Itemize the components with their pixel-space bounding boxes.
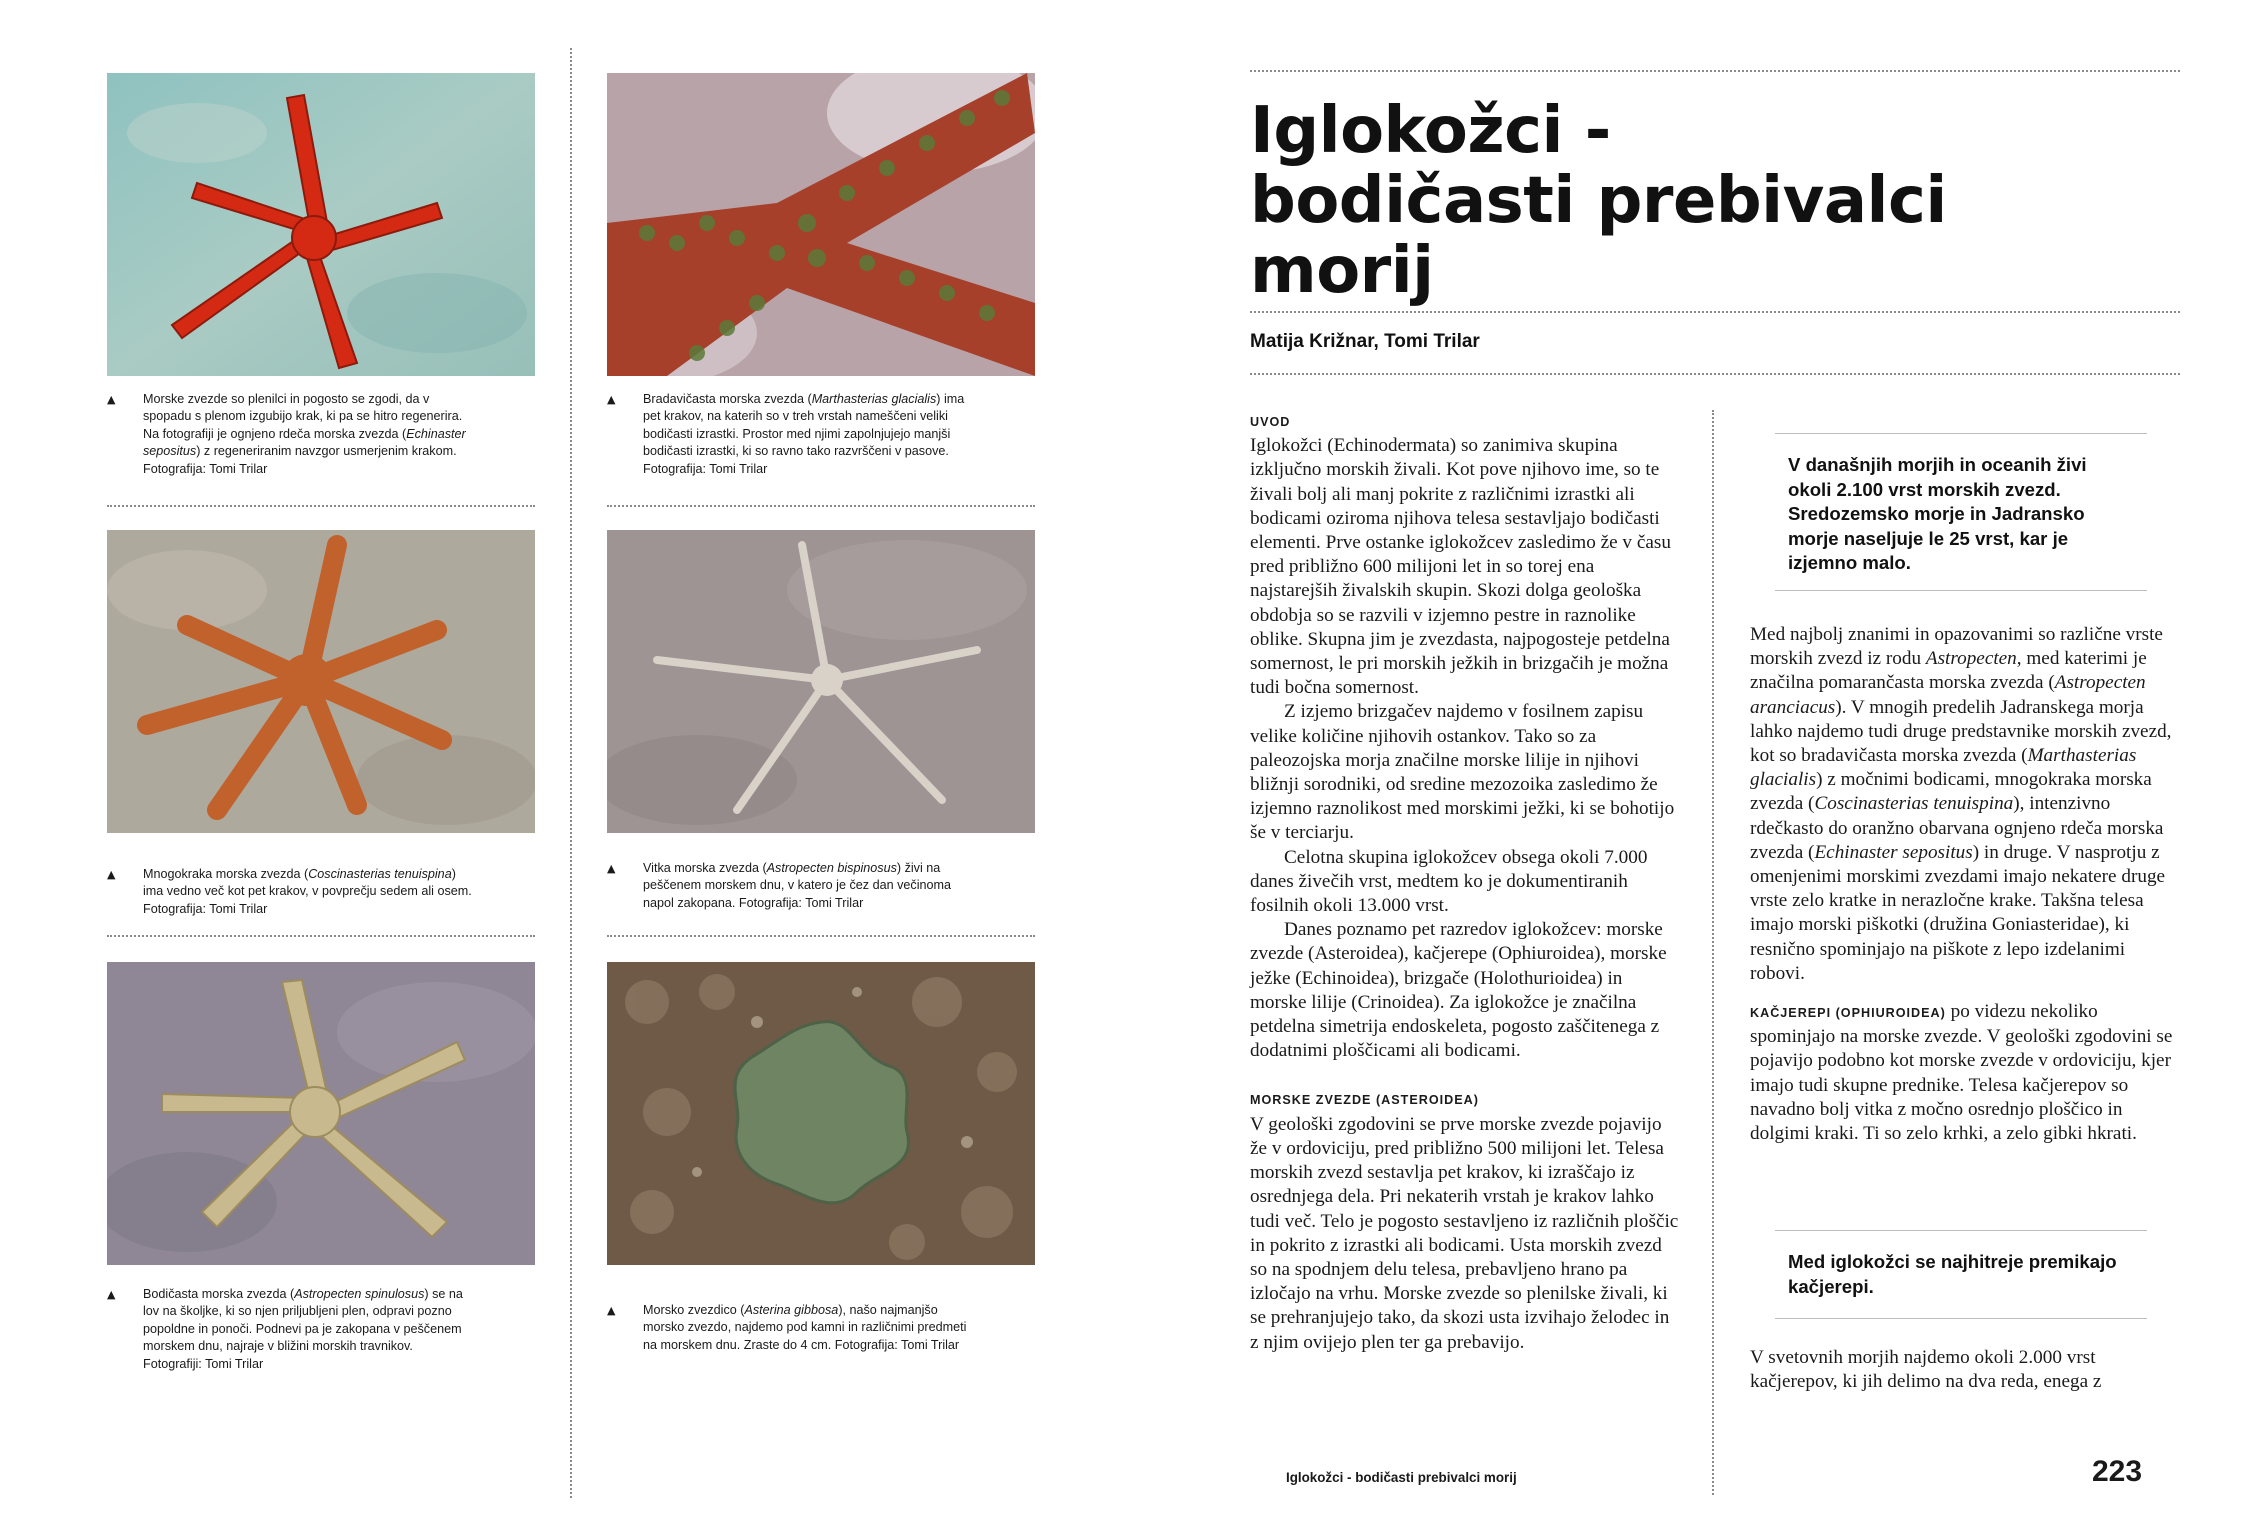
quote-2-rule-bottom [1775,1318,2147,1319]
paragraph-5: V geološki zgodovini se prve morske zvezde pojavijo že v ordoviciju, pred približno 500 milijoni let. Telesa morskih zvezd sestavlja pet krakov, ki izraščajo iz osrednjega dela. Pri nekaterih vrstah je krakov lahko tudi več. Telo je pogosto sestavljeno iz različnih ploščic in pokrito z izrastki ali bodicami. Usta morskih zvezd so na spodnjem delu telesa, prebavljeno hrano pa izločajo na vrhu. Morske zvezde so plenilske živali, ki se prehranjujejo tako, da skozi usta izvihajo želodec in z njim ovijejo plen ter ga prebavijo. [1250,1113,1679,1353]
title-rule-top [1250,70,2180,72]
paragraph-6: Med najbolj znanimi in opazovanimi so različne vrste morskih zvezd iz rodu Astropecten, med katerimi je značilna pomarančasta morska zvezda (Astropecten aranciacus). V mnogih predelih Jadranskega morja lahko najdemo tudi druge predstavnike morskih zvezd, kot so bradavičasta morska zvezda (Marthasterias glacialis) z močnimi bodicami, mnogokraka morska zvezda (Coscinasterias tenuispina), intenzivno rdečkasto do oranžno obarvana ognjeno rdeča morska zvezda (Echinaster sepositus) in druge. V nasprotju z omenjenimi morskimi zvezdami imajo nekatere druge vrste zelo kratke in nerazločne krake. Takšna telesa imajo morski piškotki (družina Goniasteridae), ki resnično spominjajo na piškote z lepo izdelanimi robovi. [1750,624,2172,984]
running-title: Iglokožci - bodičasti prebivalci morij [1286,1470,1517,1485]
section-kicker-ophiuroidea: KAČJEREPI (OPHIUROIDEA) [1750,1006,1946,1021]
caption-6: Morsko zvezdico (Asterina gibbosa), našo najmanjšo morsko zvezdo, najdemo pod kamni in različnimi predmeti na morskem dnu. Zraste do 4 cm. Fotografija: Tomi Trilar [643,1303,967,1352]
caption-4: Vitka morska zvezda (Astropecten bispinosus) živi na peščenem morskem dnu, v katero je čez dan večinoma napol zakopana. Fotografija: Tomi Trilar [643,861,951,910]
photo-coscinasterias-tenuispina [107,530,535,833]
caption-2: Bradavičasta morska zvezda (Marthasterias glacialis) ima pet krakov, na katerih so v treh vrstah nameščeni veliki bodičasti izrastki. Prostor med njimi zapolnjujejo manjši bodičasti izrastki, ki so ravno tako razvrščeni v pasove. Fotografija: Tomi Trilar [643,392,965,476]
paragraph-7: KAČJEREPI (OPHIUROIDEA) po videzu nekoliko spominjajo na morske zvezde. V geološki zgodovini se pojavijo podobno kot morske zvezde v ordoviciju, kjer imajo tudi skupne prednike. Telesa kačjerepov so navadno bolj vitka z močno osrednjo ploščico in dolgimi kraki. Ti so zelo krhki, a zelo gibki hkrati. [1750,1001,2173,1145]
article-title: Iglokožci - bodičasti prebivalci morij [1250,94,1947,308]
pull-quote-1: V današnjih morjih in oceanih živi okoli 2.100 vrst morskih zvezd. Sredozemsko morje in Jadransko morje naseljuje le 25 vrst, kar je izjemno malo. [1788,454,2087,573]
photo-astropecten-spinulosus [107,962,535,1265]
caption-marker-2: ▲ [607,393,616,406]
paragraph-3: Celotna skupina iglokožcev obsega okoli 7.000 danes živečih vrst, medtem ko je dokumentiranih fosilnih okoli 13.000 vrst. [1250,846,1648,917]
caption-1: Morske zvezde so plenilci in pogosto se zgodi, da v spopadu s plenom izgubijo krak, ki pa se hitro regenerira. Na fotografiji je ognjeno rdeča morska zvezda (Echinaster sepositus) z regeneriranim navzgor usmerjenim krakom. Fotografija: Tomi Trilar [143,392,466,476]
photo-echinaster-sepositus [107,73,535,376]
byline-rule [1250,373,2180,375]
paragraph-8: V svetovnih morjih najdemo okoli 2.000 vrst kačjerepov, ki jih delimo na dva reda, enega z [1750,1347,2102,1393]
title-rule-bottom [1250,311,2180,313]
article-column-right-continued [1750,1346,2175,1394]
caption-marker-4: ▲ [607,862,616,875]
photo-astropecten-bispinosus [607,530,1035,833]
article-authors: Matija Križnar, Tomi Trilar [1250,331,1480,352]
paragraph-2: Z izjemo brizgačev najdemo v fosilnem zapisu velike količine njihovih ostankov. Tako so za paleozojska morja značilne morske lilije in njihovi bližnji sorodniki, od sredine mezozoika zasledimo že izjemno raznolikost med morskimi ježki, ki se bohotijo še v terciarju. [1250,701,1675,844]
caption-marker-1: ▲ [107,393,116,406]
quote-1-rule-bottom [1775,590,2147,591]
caption-rule-4 [607,935,1035,937]
article-column-right [1750,623,2175,1146]
caption-marker-5: ▲ [107,1288,116,1301]
left-column-divider [570,48,572,1498]
photo-asterina-gibbosa [607,962,1035,1265]
caption-rule-2 [607,505,1035,507]
quote-2-rule-top [1775,1230,2147,1231]
section-kicker-intro: UVOD [1250,415,1291,429]
caption-3: Mnogokraka morska zvezda (Coscinasterias tenuispina) ima vedno več kot pet krakov, v povprečju sedem ali osem. Fotografija: Tomi Trilar [143,867,472,916]
section-kicker-asteroidea: MORSKE ZVEZDE (ASTEROIDEA) [1250,1093,1479,1108]
caption-marker-3: ▲ [107,868,116,881]
caption-marker-6: ▲ [607,1304,616,1317]
quote-1-rule-top [1775,433,2147,434]
caption-rule-1 [107,505,535,507]
article-column-left [1250,410,1680,1355]
caption-5: Bodičasta morska zvezda (Astropecten spinulosus) se na lov na školjke, ki so njen priljubljeni plen, odpravi pozno popoldne in ponoči. Podnevi pa je zakopana v peščenem morskem dnu, najraje v bližini morskih travnikov. Fotografiji: Tomi Trilar [143,1287,463,1371]
page-number: 223 [2092,1455,2143,1488]
caption-rule-3 [107,935,535,937]
article-column-divider [1712,410,1714,1495]
photo-marthasterias-glacialis [607,73,1035,376]
pull-quote-2: Med iglokožci se najhitreje premikajo kačjerepi. [1788,1251,2117,1297]
paragraph-4: Danes poznamo pet razredov iglokožcev: morske zvezde (Asteroidea), kačjerepe (Ophiuroidea), morske ježke (Echinoidea), brizgače (Holothurioidea) in morske lilije (Crinoidea). Za iglokožce je značilna petdelna simetrija endoskeleta, pogosto zaščitenega z dodatnimi ploščicami ali bodicami. [1250,919,1667,1062]
paragraph-1: Iglokožci (Echinodermata) so zanimiva skupina izključno morskih živali. Kot pove njihovo ime, so te živali bolj ali manj pokrite z različnimi izrastki ali bodicami oziroma njihova telesa sestavljajo bodičasti elementi. Prve ostanke iglokožcev zasledimo že v času pred približno 600 milijoni let in so torej ena najstarejših živalskih skupin. Skozi dolga geološka obdobja so se razvili v izjemno pestre in raznolike oblike. Skupna jim je zvezdasta, najpogosteje petdelna somernost, le pri morskih ježkih in brizgačih je možna tudi bočna somernost. [1250,435,1671,699]
